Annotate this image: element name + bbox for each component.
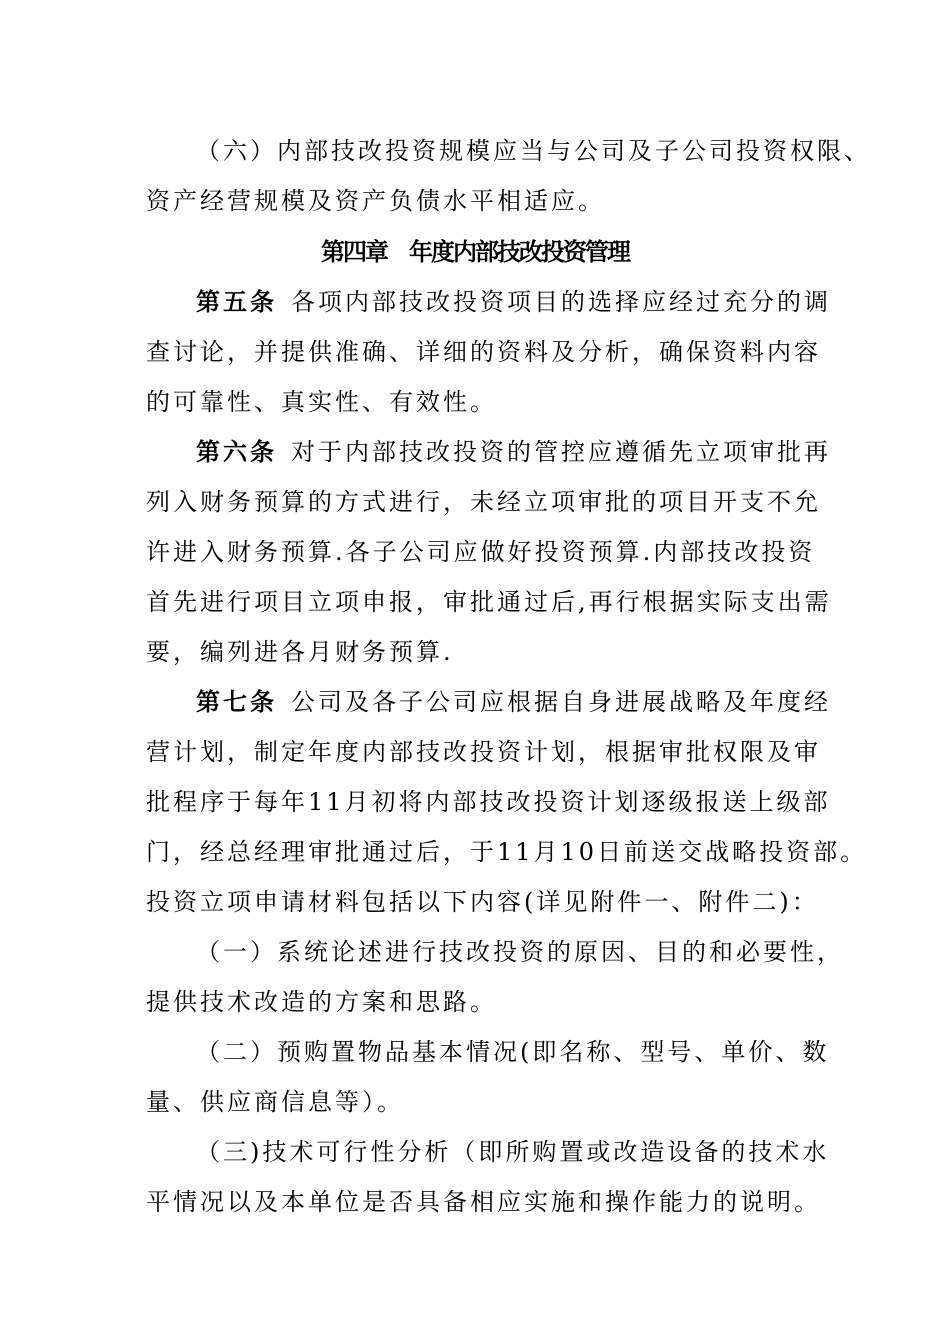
paragraph-line: 资产经营规模及资产负债水平相适应。 xyxy=(146,187,605,215)
paragraph-line: 投资立项申请材料包括以下内容(详见附件一、附件二)： xyxy=(146,888,819,916)
paragraph-line: 批程序于每年11月初将内部技改投资计划逐级报送上级部 xyxy=(146,788,831,816)
article-5-first-line xyxy=(196,286,836,318)
article-6-label: 第六条 xyxy=(196,437,277,466)
article-6-first-line xyxy=(196,436,836,468)
article-7-text: 公司及各子公司应根据自身进展战略及年度经 xyxy=(291,688,831,716)
paragraph-line: 列入财务预算的方式进行，未经立项审批的项目开支不允 xyxy=(146,488,821,516)
list-item-1-line: （一）系统论述进行技改投资的原因、目的和必要性， xyxy=(196,938,844,966)
paragraph-line: 平情况以及本单位是否具备相应实施和操作能力的说明。 xyxy=(146,1188,821,1216)
paragraph-line: 要，编列进各月财务预算. xyxy=(146,638,454,666)
list-item-2-line: （二）预购置物品基本情况(即名称、型号、单价、数 xyxy=(196,1038,830,1066)
chapter-heading: 第四章 年度内部技改投资管理 xyxy=(321,237,629,266)
paragraph-line: 首先进行项目立项申报，审批通过后,再行根据实际支出需 xyxy=(146,588,832,616)
paragraph-line: 门，经总经理审批通过后，于11月10日前送交战略投资部。 xyxy=(146,838,868,866)
paragraph-line: 的可靠性、真实性、有效性。 xyxy=(146,388,497,416)
article-5-label: 第五条 xyxy=(196,287,277,316)
article-7-label: 第七条 xyxy=(196,687,277,716)
paragraph-line: 查讨论，并提供准确、详细的资料及分析，确保资料内容 xyxy=(146,338,821,366)
paragraph-line: 量、供应商信息等）。 xyxy=(146,1088,404,1116)
paragraph-line: （六）内部技改投资规模应当与公司及子公司投资权限、 xyxy=(196,137,871,165)
article-6-text: 对于内部技改投资的管控应遵循先立项审批再 xyxy=(291,438,831,466)
list-item-3-line: （三)技术可行性分析（即所购置或改造设备的技术水 xyxy=(196,1138,830,1166)
paragraph-line: 许进入财务预算.各子公司应做好投资预算.内部技改投资 xyxy=(146,538,816,566)
paragraph-line: 提供技术改造的方案和思路。 xyxy=(146,988,497,1016)
article-7-first-line xyxy=(196,686,836,718)
paragraph-line: 营计划，制定年度内部技改投资计划，根据审批权限及审 xyxy=(146,738,821,766)
article-5-text: 各项内部技改投资项目的选择应经过充分的调 xyxy=(291,288,831,316)
